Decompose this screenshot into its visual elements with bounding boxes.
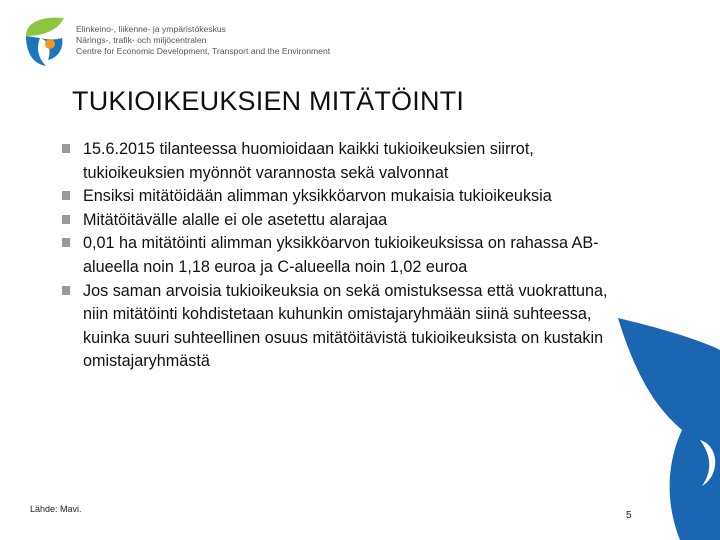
bullet-square-icon (62, 215, 70, 224)
bullet-text: 0,01 ha mitätöinti alimman yksikköarvon tukioikeuksissa on rahassa AB-alueella noin 1,18 euroa ja C-alueella noin 1,02 euroa (83, 234, 599, 276)
org-name-en: Centre for Economic Development, Transport and the Environment (76, 46, 331, 56)
slide-title: TUKIOIKEUKSIEN MITÄTÖINTI (72, 86, 465, 116)
bullet-item (62, 185, 612, 209)
bullet-item (62, 209, 612, 233)
ely-logo-icon (22, 14, 68, 68)
bullet-list (62, 138, 612, 374)
bullet-square-icon (62, 191, 70, 200)
bullet-item (62, 138, 612, 185)
bullet-square-icon (62, 286, 70, 295)
bullet-item (62, 232, 612, 279)
bullet-text: Jos saman arvoisia tukioikeuksia on sekä omistuksessa että vuokrattuna, niin mitätöinti kohdistetaan kuhunkin omistajaryhmään siinä suhteessa, kuinka suuri suhteellinen osuus mitätöitävistä tukioikeuksista on kustakin omistajaryhmästä (83, 281, 608, 371)
org-name-fi: Elinkeino-, liikenne- ja ympäristökeskus (76, 24, 226, 34)
bullet-item (62, 280, 612, 374)
bullet-text: Mitätöitävälle alalle ei ole asetettu alarajaa (83, 210, 388, 229)
bullet-text: Ensiksi mitätöidään alimman yksikköarvon mukaisia tukioikeuksia (83, 187, 552, 206)
bullet-text: 15.6.2015 tilanteessa huomioidaan kaikki tukioikeuksien siirrot, tukioikeuksien myönnöt varannosta sekä valvonnat (83, 140, 534, 182)
decorative-brand-shape-icon (560, 300, 720, 540)
source-note: Lähde: Mavi. (30, 504, 82, 514)
bullet-square-icon (62, 144, 70, 153)
page-number: 5 (626, 510, 632, 521)
org-name-sv: Närings-, trafik- och miljöcentralen (76, 35, 207, 45)
bullet-square-icon (62, 238, 70, 247)
organization-names (76, 24, 330, 57)
